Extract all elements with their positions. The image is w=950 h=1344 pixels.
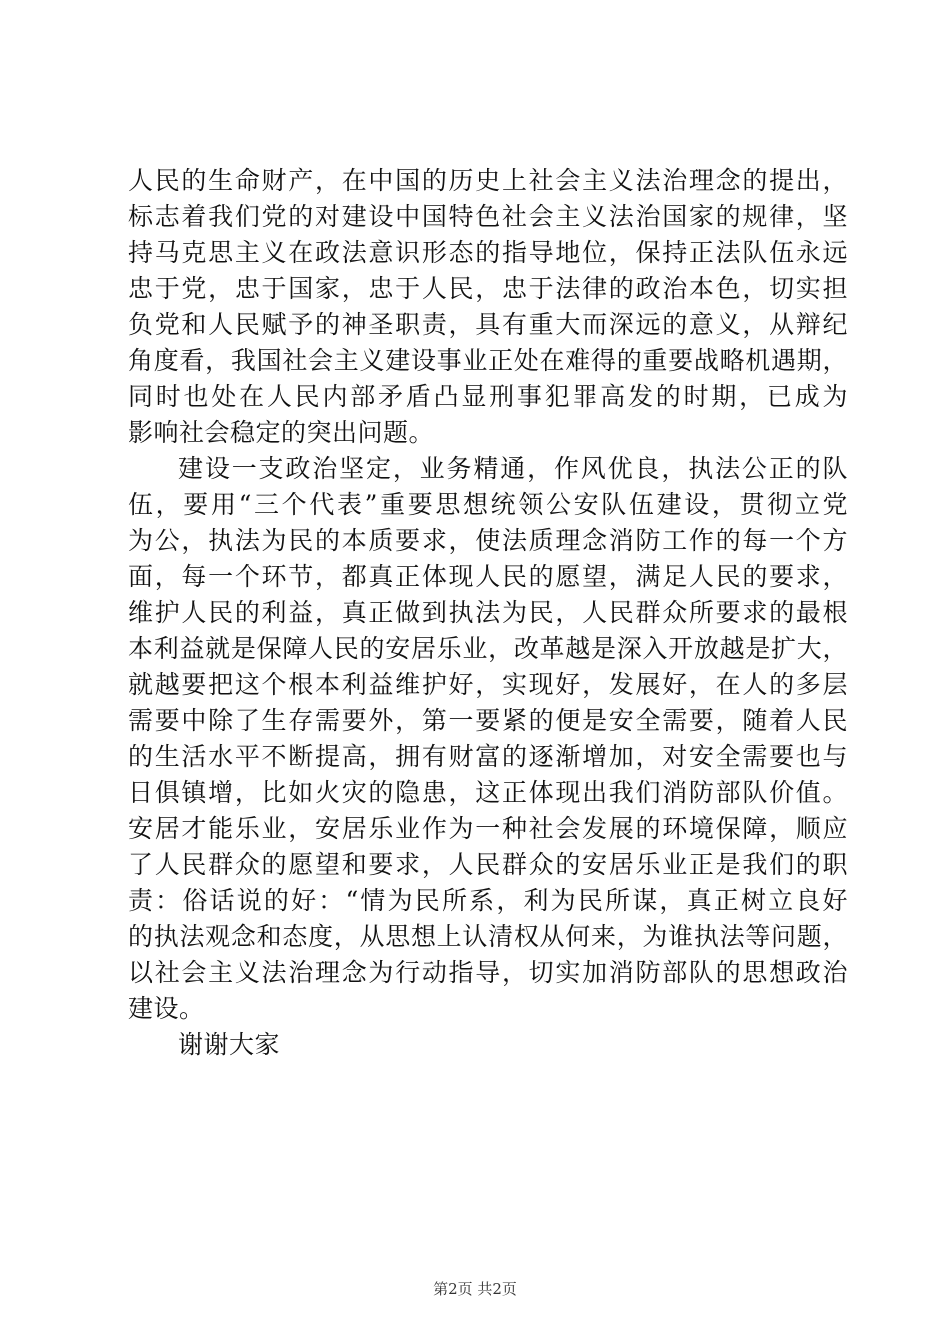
text-line: 维护人民的利益，真正做到执法为民，人民群众所要求的最根 <box>128 598 848 627</box>
text-line: 建设一支政治坚定，业务精通，作风优良，执法公正的队 <box>178 454 848 483</box>
text-line: 为公，执法为民的本质要求，使法质理念消防工作的每一个方 <box>128 526 848 555</box>
text-line: 标志着我们党的对建设中国特色社会主义法治国家的规律，坚 <box>128 202 848 231</box>
text-line: 影响社会稳定的突出问题。 <box>128 418 435 447</box>
paragraph <box>128 451 848 1027</box>
text-line: 日俱镇增，比如火灾的隐患，这正体现出我们消防部队价值。 <box>128 778 848 807</box>
text-line: 持马克思主义在政法意识形态的指导地位，保持正法队伍永远 <box>128 238 848 267</box>
text-line: 本利益就是保障人民的安居乐业，改革越是深入开放越是扩大， <box>128 634 848 663</box>
closing-line: 谢谢大家 <box>178 1030 281 1059</box>
text-line: 人民的生命财产，在中国的历史上社会主义法治理念的提出， <box>128 166 848 195</box>
text-line: 同时也处在人民内部矛盾凸显刑事犯罪高发的时期，已成为 <box>128 382 848 411</box>
text-line: 忠于党，忠于国家，忠于人民，忠于法律的政治本色，切实担 <box>128 274 848 303</box>
text-line: 面，每一个环节，都真正体现人民的愿望，满足人民的要求， <box>128 562 848 591</box>
document-body <box>128 163 848 1063</box>
text-line: 安居才能乐业，安居乐业作为一种社会发展的环境保障，顺应 <box>128 814 848 843</box>
text-line: 角度看，我国社会主义建设事业正处在难得的重要战略机遇期， <box>128 346 848 375</box>
text-line: 的执法观念和态度，从思想上认清权从何来，为谁执法等问题， <box>128 922 848 951</box>
paragraph <box>128 1027 848 1063</box>
paragraph <box>128 163 848 451</box>
text-line: 负党和人民赋予的神圣职责，具有重大而深远的意义，从辩纪 <box>128 310 848 339</box>
text-line: 伍，要用“三个代表”重要思想统领公安队伍建设，贯彻立党 <box>128 490 848 519</box>
text-line: 就越要把这个根本利益维护好，实现好，发展好，在人的多层 <box>128 670 848 699</box>
text-line: 的生活水平不断提高，拥有财富的逐渐增加，对安全需要也与 <box>128 742 848 771</box>
text-line: 了人民群众的愿望和要求，人民群众的安居乐业正是我们的职 <box>128 850 848 879</box>
text-line: 需要中除了生存需要外，第一要紧的便是安全需要，随着人民 <box>128 706 848 735</box>
page-number-footer: 第2页 共2页 <box>433 1280 517 1298</box>
text-line: 以社会主义法治理念为行动指导，切实加消防部队的思想政治 <box>128 958 848 987</box>
text-line: 责：俗话说的好：“情为民所系，利为民所谋，真正树立良好 <box>128 886 848 915</box>
text-line: 建设。 <box>128 994 205 1023</box>
